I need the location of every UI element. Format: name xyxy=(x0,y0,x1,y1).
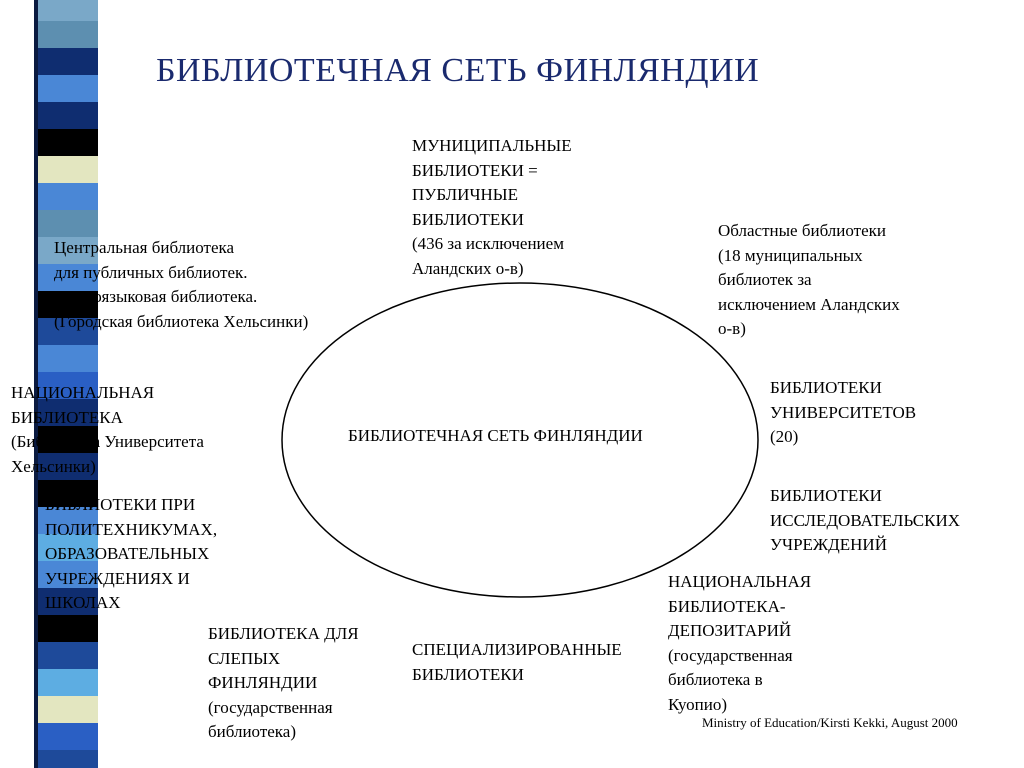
credit-line: Ministry of Education/Kirsti Kekki, August 2000 xyxy=(702,715,958,730)
node-national-library: НАЦИОНАЛЬНАЯ БИБЛИОТЕКА (Библиотека Университета Хельсинки) xyxy=(11,383,204,476)
node-municipal-libraries: МУНИЦИПАЛЬНЫЕ БИБЛИОТЕКИ = ПУБЛИЧНЫЕ БИБЛИОТЕКИ (436 за исключением Аландских о-в) xyxy=(412,136,572,278)
node-central-library: Центральная библиотека для публичных библиотек. Многоязыковая библиотека. (Городская библиотека Хельсинки) xyxy=(54,238,309,331)
node-blind-library: БИБЛИОТЕКА ДЛЯ СЛЕПЫХ ФИНЛЯНДИИ (государственная библиотека) xyxy=(208,624,359,741)
page-title: БИБЛИОТЕЧНАЯ СЕТЬ ФИНЛЯНДИИ xyxy=(156,52,760,89)
node-polytechnic-libraries: БИБЛИОТЕКИ ПРИ ПОЛИТЕХНИКУМАХ, ОБРАЗОВАТЕЛЬНЫХ УЧРЕЖДЕНИЯХ И ШКОЛАХ xyxy=(45,495,218,612)
node-university-libraries: БИБЛИОТЕКИ УНИВЕРСИТЕТОВ (20) xyxy=(770,378,917,446)
node-specialized-libraries: СПЕЦИАЛИЗИРОВАННЫЕ БИБЛИОТЕКИ xyxy=(412,640,622,684)
node-research-libraries: БИБЛИОТЕКИ ИССЛЕДОВАТЕЛЬСКИХ УЧРЕЖДЕНИЙ xyxy=(770,486,961,554)
node-regional-libraries: Областные библиотеки (18 муниципальных библиотек за исключением Аландских о-в) xyxy=(718,221,900,338)
ellipse-center-label: БИБЛИОТЕЧНАЯ СЕТЬ ФИНЛЯНДИИ xyxy=(348,426,643,445)
node-depository-library: НАЦИОНАЛЬНАЯ БИБЛИОТЕКА- ДЕПОЗИТАРИЙ (государственная библиотека в Куопио) xyxy=(668,572,812,714)
